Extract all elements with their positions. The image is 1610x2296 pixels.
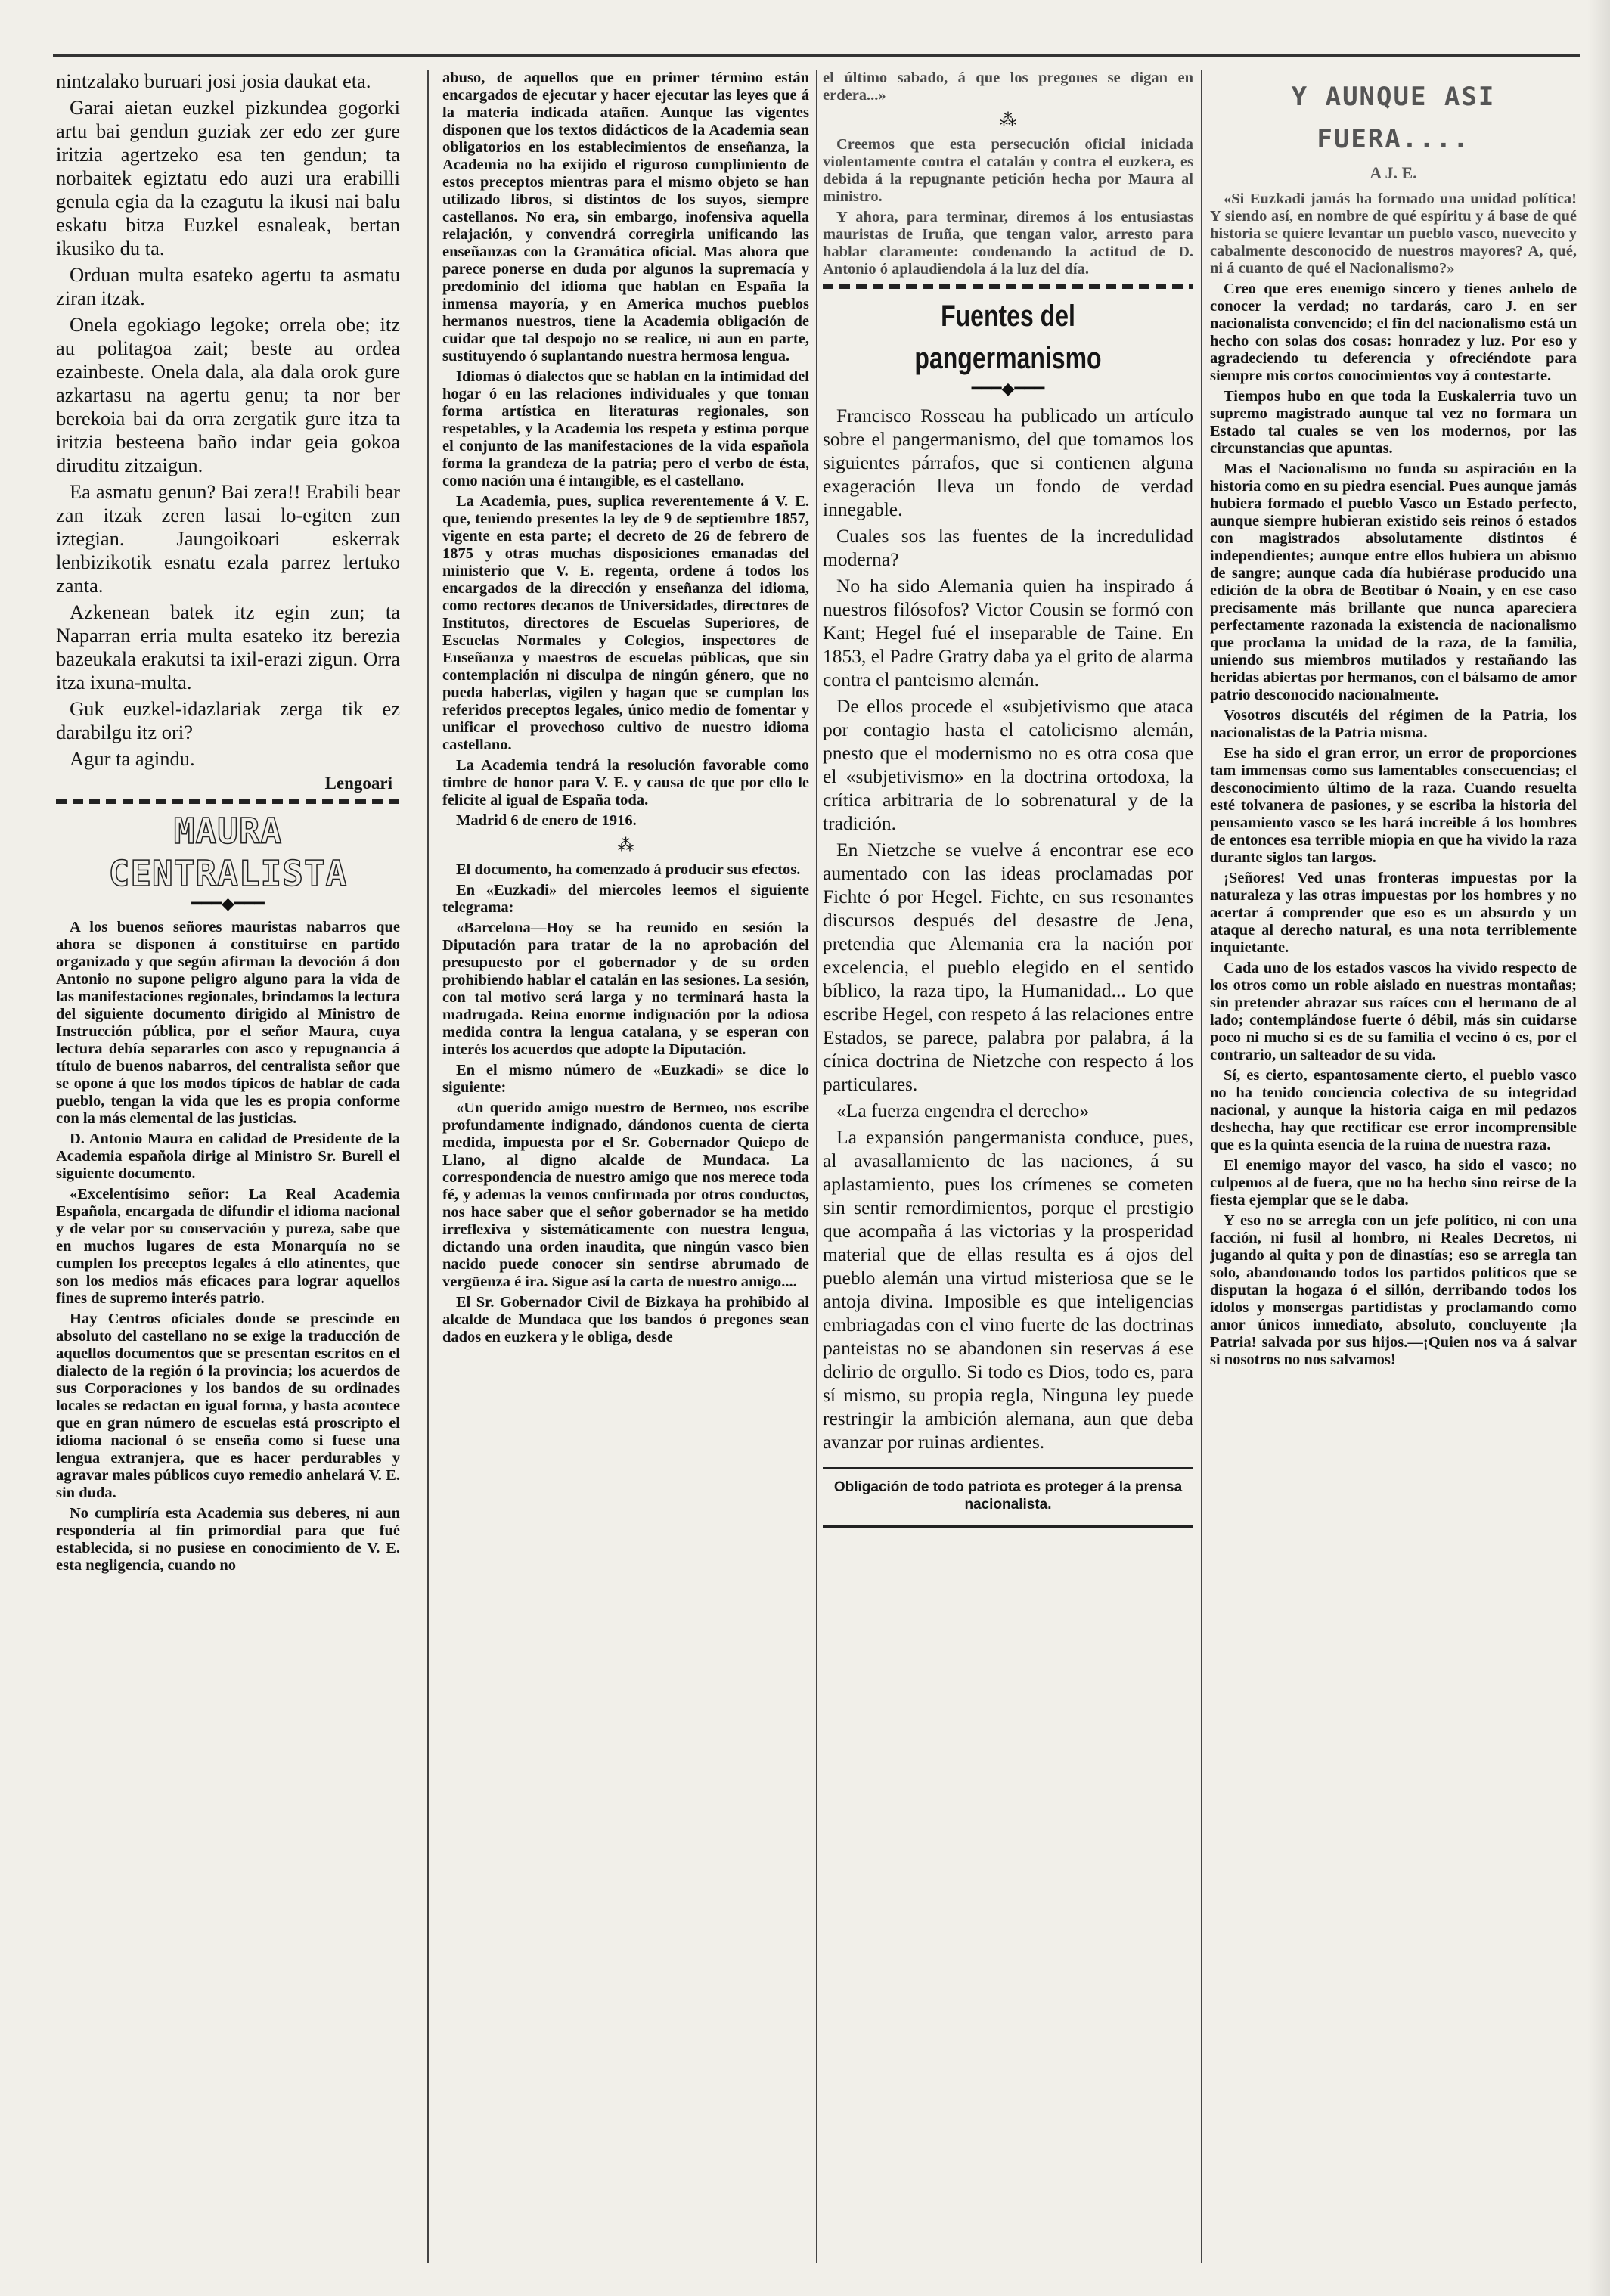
paragraph: Y ahora, para terminar, diremos á los entusiastas mauristas de Iruña, que tengan valor, arresto para hablar claramente: condenando la actitud de D. Antonio ó aplaudiendola á la luz del día. [823,209,1193,278]
paragraph: Creo que eres enemigo sincero y tienes anhelo de conocer la verdad; no tardarás, caro J. en ser nacionalista convencido; el fin del nacionalismo está un hecho con solas dos cosas: honradez y luz. Por eso y agradeciendo tu deferencia y ofreciéndote para siempre mis cortos conocimientos voy á contestarte. [1210,281,1577,384]
paragraph: «Barcelona—Hoy se ha reunido en sesión la Diputación para tratar de la no aprobación del presupuesto por el gobernador y de su orden prohibiendo hablar el catalán en las sesiones. La sesión, con tal motivo será larga y no terminará hasta la madrugada. Reina enorme indignación por la odiosa medida contra la lengua catalana, y se esperan con interés los acuerdos que adopte la Diputación. [442,920,809,1058]
pangermanismo-article [823,404,1193,1454]
paragraph: El documento, ha comenzado á producir sus efectos. [456,861,801,878]
column-1 [56,70,400,2278]
paragraph: Cada uno de los estados vascos ha vivido respecto de los otros como un roble aislado en nuestras montañas; sin pretender abrazar sus raíces con el hermano de al lado; contemplándose fuerte ó débil, más sin cuidarse poco ni mucho si es de su familia el vecino ó es, por el contrario, un salteador de su vida. [1210,960,1577,1063]
notice-text: Obligación de todo patriota es proteger á la prensa nacionalista. [833,1479,1183,1513]
headline-fuentes-pangermanismo: Fuentes del pangermanismo [914,299,1102,375]
paragraph: Guk euzkel-idazlariak zerga tik ez darabilgu itz ori? [56,697,400,743]
dateline: Madrid 6 de enero de 1916. [456,812,637,829]
paragraph: No cumpliría esta Academia sus deberes, ni aun respondería al fin primordial para que fué establecida, si no pusiese en conocimiento de V. E. esta negligencia, cuando no [56,1505,400,1574]
column-4 [1210,70,1577,2278]
ornament-rule: ━━━◆━━━ [971,379,1045,398]
maura-article-continued [823,70,1193,278]
paragraph: el último sabado, á que los pregones se digan en erdera...» [823,70,1193,104]
paragraph: Mas el Nacionalismo no funda su aspiración en la historia como en su piedra esencial. Pues aunque jamás hubiera formado el pueblo Vasco un Estado perfecto, aunque siempre hubieran existido seis reinos ó estados con magistrados absolutamente distintos é independientes; aunque entre ellos hubiera un abismo de sangre; aunque cada día hubiérase producido una edición de la obra de Beotibar ó Noain, y en ese caso precisamente más brillante que nunca apareciera perfectamente razonada la existencia de nacionalismo que proclama la unidad de la raza, de la familia, uniendo sus miembros mutilados y restañando las heridas abiertas por hermanos, con el bálsamo de amor patrio desconocido nacionalmente. [1210,461,1577,703]
paragraph: Creemos que esta persecución oficial iniciada violentamente contra el catalán y contra el euzkera, es debida á la repugnante petición hecha por Maura al ministro. [823,136,1193,205]
column-rule [1201,70,1202,2263]
paragraph: Onela egokiago legoke; orrela obe; itz au politagoa zait; beste au ordea ezainbeste. Onela dala, ala dala orok gure azkartasu na agertu genu; ta nor ber berekoia bai da orra zergatik gure itza ta iritzia besteena baño indar geia gokoa diruditu zitzaigun. [56,313,400,476]
paragraph: Vosotros discutéis del régimen de la Patria, los nacionalistas de la Patria misma. [1210,707,1577,741]
paragraph: Agur ta agindu. [70,747,195,770]
paragraph: ¡Señores! Ved unas fronteras impuestas por la naturaleza y las otras impuestas por los hombres y no acertar á comprender que eso es un absurdo y un ataque al derecho natural, es una nota terriblemente inquietante. [1210,870,1577,956]
paragraph: El enemigo mayor del vasco, ha sido el vasco; no culpemos al de fuera, que no ha hecho sino reirse de la fiesta ejemplar que se le daba. [1210,1157,1577,1209]
column-rule [816,70,817,2263]
paragraph: Francisco Rosseau ha publicado un artículo sobre el pangermanismo, del que tomamos los siguientes párrafos, que si contienen alguna exageración lleva un fondo de verdad innegable. [823,405,1193,520]
paragraph: Sí, es cierto, espantosamente cierto, el pueblo vasco no ha tenido conciencia colectiva de su integridad nacional, y aunque la historia caiga en mil pedazos deshecha, hay que rectificar ese error incomprensible que es la quinta esencia de la ruina de nuestra raza. [1210,1067,1577,1153]
paragraph: La Academia tendrá la resolución favorable como timbre de honor para V. E. y causa de que por ello le felicite al igual de España toda. [442,757,809,808]
paragraph: Azkenean batek itz egin zun; ta Naparran erria multa esateko itz berezia bazeukala erakutsi ta ixil-erazi zigun. Orra itza ixuna-multa. [56,600,400,693]
euskara-article [56,70,400,771]
paragraph: En Nietzche se vuelve á encontrar ese eco aumentado con las ideas proclamadas por Fichte ó por Hegel. Fichte, en sus resonantes discursos después del desastre de Jena, pretendia que Alemania era la nación por excelencia, el pueblo elegido en el sentido bíblico, la raza tipo, la Humanidad... Lo que escribe Hegel, con respeto á las relaciones entre Estados, se parece, palabra por palabra, á la cínica doctrina de Nietzche con respecto á los particulares. [823,839,1193,1095]
paragraph: abuso, de aquellos que en primer término están encargados de ejecutar y hacer ejecutar las leyes que á la materia indicada atañen. Aunque las vigentes disponen que los textos didácticos de la Academia sean obligatorios en los establecimientos de enseñanza, la Academia no ha exijido el riguroso cumplimiento de estos preceptos mientras para el mismo objeto se han utilizado libros, si distintos de los suyos, siempre castellanos. No era, sin embargo, inofensiva aquella relajación, y convendrá corregirla unificando las enseñanzas con la Gramática oficial. Mas ahora que parece ponerse en duda por algunos la supremacía y predominio del idioma que hablan en España la inmensa mayoría, y en America muchos pueblos hermanos nuestros, tiene la Academia obligación de cuidar que tal despojo no se realice, ni aun en parte, sustituyendo ó suplantando nuestra hermosa lengua. [442,70,809,365]
notice-box [823,1467,1193,1528]
paragraph: En «Euzkadi» del miercoles leemos el siguiente telegrama: [442,882,809,916]
byline: A J. E. [1370,163,1417,182]
headline-y-aunque-asi-fuera: Y AUNQUE ASI FUERA.... [1291,82,1496,154]
paragraph: Hay Centros oficiales donde se prescinde en absoluto del castellano no se exige la traducción de aquellos documentos que se presentan escritos en el dialecto de la región ó la provincia; los acuerdos de sus Corporaciones y los bandos de su ordinades locales se redactan en igual forma, y hasta acontece que en gran número de escuelas está proscripto el idioma nacional ó se enseña como si fuese una lengua extranjera, que es hacer perdurables y agravar males públicos cuyo remedio anhelará V. E. sin duda. [56,1311,400,1501]
column-2 [442,70,809,2278]
paragraph: Garai aietan euzkel pizkundea gogorki artu bai gendun guziak zer edo zer gure iritzia agertzeko esa ten gendun; ta norbaitek egiztatu edo auzi ura erabilli genula egia da la ezagutu la ikusi nai balu eskatu bitza Euzkel esnaleak, bertan ikusiko du ta. [56,96,400,259]
paragraph: «Excelentísimo señor: La Real Academia Española, encargada de difundir el idioma nacional y de velar por su conservación y pureza, sabe que en muchos lugares de esta Monarquía no se cumplen los preceptos legales á ello atinentes, que son los medios más eficaces para lograr aquellos fines de supremo interés patrio. [56,1186,400,1307]
paragraph: «Un querido amigo nuestro de Bermeo, nos escribe profundamente indignado, dándonos cuenta de cierta medida, impuesta por el Sr. Gobernador Quiepo de Llano, al digno alcalde de Mundaca. La correspondencia de nuestro amigo que nos merece toda fé, y ademas la vemos confirmada por otros conductos, nos hace saber que el señor gobernador se ha metido irreflexiva y sistemáticamente con nuestra lengua, dictando una orden inaudita, que ningún vasco bien nacido puede conocer sin sentirse abrumado de vergüenza é ira. Sigue así la carta de nuestro amigo.... [442,1100,809,1290]
column-3 [823,70,1193,2278]
signature: Lengoari [324,774,392,793]
top-rule [53,54,1580,57]
paragraph: «La fuerza engendra el derecho» [836,1100,1090,1122]
ornament-rule: ━━━◆━━━ [191,894,265,913]
paragraph: De ellos procede el «subjetivismo que ataca por contagio hasta el catolicismo alemán, pnesto que el modernismo no es otra cosa que el «subjetivismo» en la doctrina ortodoxa, la crítica arbitraria de lo sobrenatural y de la tradición. [823,695,1193,834]
paragraph: Ese ha sido el gran error, un error de proporciones tam immensas como sus lamentables consecuencias; el desconocimiento último de la raza. Cuando resuelta esté tolvanera de pasiones, y se escriba la historia del pensamiento vasco se les hará increible á los hombres de entonces esa terrible miopia en que ha vivido la raza durante siglos tan largos. [1210,745,1577,866]
dinkus: ⁂ [1000,110,1016,129]
quoted-intro [1210,191,1577,278]
paragraph: Cuales sos las fuentes de la incredulidad moderna? [823,525,1193,570]
ornamental-band [823,284,1193,289]
paragraph: D. Antonio Maura en calidad de Presidente de la Academia española dirige al Ministro Sr. Burell el siguiente documento. [56,1131,400,1182]
paragraph: Ea asmatu genun? Bai zera!! Erabili bear zan itzak zeren lasai lo-egiten zun iztegian. Jaungoikoari eskerrak lenbizikotik esnatu ezala parrez lertuko zanta. [56,480,400,597]
paragraph: nintzalako buruari josi josia daukat eta. [56,70,371,92]
paragraph: Orduan multa esateko agertu ta asmatu ziran itzak. [56,263,400,309]
paragraph: Idiomas ó dialectos que se hablan en la intimidad del hogar ó en las relaciones individuales y que toman forma artística en literaturas regionales, son respetables, y la Academia los respeta y estima porque el conjunto de las manifestaciones de la vida española forma la grandeza de la patria; pero el verbo de ésta, como nación una é intangible, es el castellano. [442,368,809,489]
paragraph: No ha sido Alemania quien ha inspirado á nuestros filósofos? Victor Cousin se formó con Kant; Hegel fué el inseparable de Taine. En 1853, el Padre Gratry daba ya el grito de alarma contra el panteismo alemán. [823,575,1193,690]
maura-article [56,919,400,1575]
paragraph: «Si Euzkadi jamás ha formado una unidad política! Y siendo así, en nombre de qué espíritu y á base de qué historia se quiere levantar un pueblo vasco, nuevecito y cabalmente desconocido de nuestros mayores? A, qué, ni á cuanto de qué el Nacionalismo?» [1210,191,1577,277]
paragraph: La Academia, pues, suplica reverentemente á V. E. que, teniendo presentes la ley de 9 de septiembre 1857, vigente en esta parte; el decreto de 26 de febrero de 1875 y otras muchas disposiciones emanadas del ministerio que V. E. regenta, ordene á todos los encargados de la dirección y enseñanza del idioma, como rectores decanos de Universidades, directores de Institutos, directores de Escuelas Superiores, de Escuelas Normales y Colegios, inspectores de Enseñanza y maestros de escuelas públicas, que sin contemplación ni disculpa de ningún género, que no pueda haberlas, vigilen y hagan que se cumplan los referidos preceptos legales, único medio de fomentar y unificar el provechoso cultivo de nuestro idioma castellano. [442,493,809,753]
paragraph: Y eso no se arregla con un jefe político, ni con una facción, ni fusil al hombro, ni Reales Decretos, ni jugando al quita y pon de dinastías; eso se arregla tan solo, abandonando todos los partidos políticos que se disputan la hogaza ó el sillón, derribando todos los ídolos y monsergas partidistas y proclamando como amor únicos inmediato, absoluto, concluyente ¡la Patria! salvada por sus hijos.—¡Quien nos va á salvar si nosotros no nos salvamos! [1210,1212,1577,1368]
headline-maura-centralista: MAURA CENTRALISTA [108,811,348,894]
ornamental-band [56,799,400,804]
paragraph: A los buenos señores mauristas nabarros que ahora se disponen á constituirse en partido organizado y que según afirman la devoción á don Antonio no supone peligro alguno para la vida de las manifestaciones regionales, brindamos la lectura del siguiente documento dirigido al Ministro de Instrucción pública, por el señor Maura, cuya lectura debía separarles con asco y repugnancia á título de buenos nabarros, del centralista señor que se opone á que los modos típicos de hablar de cada pueblo, tengan la vida que les es propia conforme con la más elemental de las justicias. [56,919,400,1127]
paragraph: En el mismo número de «Euzkadi» se dice lo siguiente: [442,1062,809,1096]
paragraph: Tiempos hubo en que toda la Euskalerria tuvo un supremo magistrado aunque tal vez no formara un Estado tal cuales se ven los modernos, por las circunstancias que apuntas. [1210,388,1577,457]
dinkus: ⁂ [617,836,634,855]
aunque-article [1210,281,1577,1369]
page-edge-shadow [1587,0,1610,2296]
column-rule [427,70,429,2263]
paragraph: El Sr. Gobernador Civil de Bizkaya ha prohibido al alcalde de Mundaca que los bandos ó pregones sean dados en euzkera y le obliga, desde [442,1294,809,1345]
paragraph: La expansión pangermanista conduce, pues, al avasallamiento de las naciones, á su aplastamiento, pues los crímenes se cometen sin sentir remordimientos, porque el prestigio que acompaña á las victorias y la prosperidad material que de ellas resulta es á ojos del pueblo alemán una virtud misteriosa que se le antoja divina. Imposible es que inteligencias embriagadas con el vino fuerte de las doctrinas panteistas no se abandonen sin reservas á ese delirio de orgullo. Si todo es Dios, todo es, para sí mismo, su propia regla, Ninguna ley puede restringir la ambición alemana, aun que deba avanzar por ruinas ardientes. [823,1126,1193,1453]
